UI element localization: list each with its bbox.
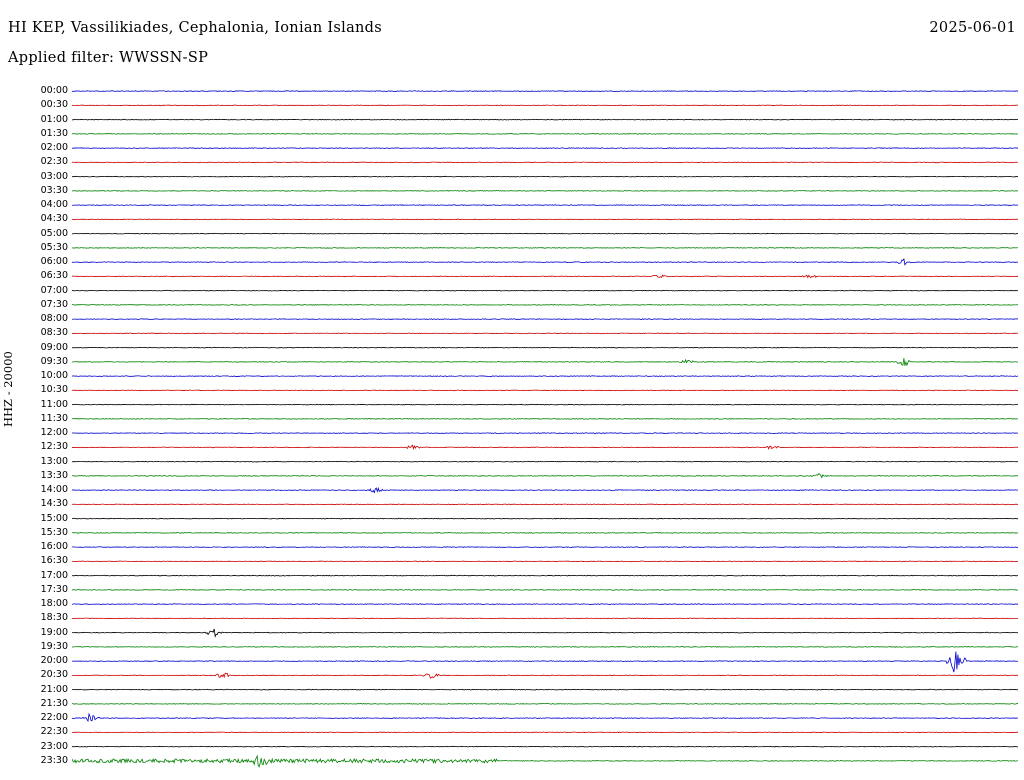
- seismic-trace: [72, 248, 1018, 249]
- time-tick-label: 03:30: [40, 184, 68, 196]
- seismic-trace: [72, 445, 1018, 449]
- seismic-trace: [72, 233, 1018, 234]
- time-tick-label: 05:00: [40, 227, 68, 239]
- seismic-trace: [72, 219, 1018, 220]
- time-tick-label: 16:30: [40, 555, 68, 567]
- time-tick-label: 01:00: [40, 113, 68, 125]
- seismic-trace: [72, 134, 1018, 135]
- seismic-trace: [72, 419, 1018, 420]
- time-tick-label: 13:00: [40, 455, 68, 467]
- seismic-trace: [72, 652, 1018, 673]
- seismic-trace: [72, 319, 1018, 320]
- seismic-trace: [72, 618, 1018, 619]
- time-tick-label: 07:30: [40, 298, 68, 310]
- time-tick-label: 14:00: [40, 484, 68, 496]
- time-tick-label: 23:00: [40, 740, 68, 752]
- time-axis-ticks: [0, 84, 72, 768]
- time-tick-label: 02:00: [40, 142, 68, 154]
- seismic-trace: [72, 333, 1018, 334]
- seismic-trace: [72, 714, 1018, 721]
- time-tick-label: 20:30: [40, 669, 68, 681]
- seismic-trace: [72, 518, 1018, 519]
- time-tick-label: 15:00: [40, 512, 68, 524]
- seismic-trace: [72, 105, 1018, 106]
- seismic-trace: [72, 148, 1018, 149]
- seismic-trace: [72, 461, 1018, 462]
- time-tick-label: 12:30: [40, 441, 68, 453]
- time-tick-label: 19:00: [40, 626, 68, 638]
- time-tick-label: 00:30: [40, 99, 68, 111]
- time-tick-label: 16:00: [40, 541, 68, 553]
- time-tick-label: 04:00: [40, 199, 68, 211]
- time-tick-label: 02:30: [40, 156, 68, 168]
- seismic-trace: [72, 162, 1018, 163]
- time-tick-label: 17:00: [40, 569, 68, 581]
- seismic-trace: [72, 732, 1018, 733]
- time-tick-label: 08:30: [40, 327, 68, 339]
- seismic-trace: [72, 275, 1018, 278]
- seismic-trace: [72, 647, 1018, 648]
- seismic-trace: [72, 305, 1018, 306]
- time-tick-label: 18:30: [40, 612, 68, 624]
- seismic-trace: [72, 575, 1018, 576]
- time-tick-label: 14:30: [40, 498, 68, 510]
- time-tick-label: 09:00: [40, 341, 68, 353]
- seismic-trace: [72, 604, 1018, 605]
- time-tick-label: 08:00: [40, 313, 68, 325]
- seismic-trace: [72, 590, 1018, 591]
- seismic-trace: [72, 433, 1018, 434]
- seismic-trace: [72, 205, 1018, 206]
- y-axis-label: HHZ - 20000: [1, 351, 15, 427]
- time-tick-label: 13:30: [40, 469, 68, 481]
- helicorder-plot: [72, 84, 1018, 768]
- seismic-trace: [72, 673, 1018, 678]
- time-tick-label: 10:30: [40, 384, 68, 396]
- time-tick-label: 22:00: [40, 712, 68, 724]
- time-tick-label: 23:30: [40, 754, 68, 766]
- seismic-trace: [72, 91, 1018, 92]
- seismic-trace: [72, 191, 1018, 192]
- seismic-trace: [72, 704, 1018, 705]
- time-tick-label: 09:30: [40, 355, 68, 367]
- seismic-trace: [72, 347, 1018, 348]
- seismic-trace: [72, 358, 1018, 366]
- seismic-trace: [72, 390, 1018, 391]
- time-tick-label: 22:30: [40, 726, 68, 738]
- time-tick-label: 01:30: [40, 127, 68, 139]
- seismic-trace: [72, 259, 1018, 265]
- time-tick-label: 20:00: [40, 655, 68, 667]
- seismic-trace: [72, 533, 1018, 534]
- seismic-trace: [72, 689, 1018, 690]
- time-tick-label: 17:30: [40, 583, 68, 595]
- seismic-trace: [72, 504, 1018, 505]
- seismic-trace: [72, 488, 1018, 493]
- time-tick-label: 05:30: [40, 241, 68, 253]
- time-tick-label: 00:00: [40, 85, 68, 97]
- seismic-trace: [72, 119, 1018, 120]
- seismic-trace: [72, 756, 1018, 767]
- applied-filter-label: Applied filter: WWSSN-SP: [8, 50, 209, 66]
- page-title: HI KEP, Vassilikiades, Cephalonia, Ionian Islands: [8, 20, 382, 36]
- seismic-trace: [72, 561, 1018, 562]
- seismic-trace: [72, 376, 1018, 377]
- time-tick-label: 06:30: [40, 270, 68, 282]
- time-tick-label: 21:00: [40, 683, 68, 695]
- time-tick-label: 11:00: [40, 398, 68, 410]
- seismic-trace: [72, 629, 1018, 636]
- seismic-trace: [72, 547, 1018, 548]
- seismic-trace: [72, 746, 1018, 747]
- time-tick-label: 03:00: [40, 170, 68, 182]
- time-tick-label: 21:30: [40, 697, 68, 709]
- time-tick-label: 10:00: [40, 370, 68, 382]
- time-tick-label: 19:30: [40, 640, 68, 652]
- seismic-trace: [72, 474, 1018, 478]
- seismic-trace: [72, 404, 1018, 405]
- time-tick-label: 12:00: [40, 427, 68, 439]
- time-tick-label: 07:00: [40, 284, 68, 296]
- seismic-trace: [72, 176, 1018, 177]
- time-tick-label: 04:30: [40, 213, 68, 225]
- record-date: 2025-06-01: [929, 20, 1016, 36]
- time-tick-label: 15:30: [40, 526, 68, 538]
- time-tick-label: 18:00: [40, 598, 68, 610]
- seismic-trace: [72, 290, 1018, 291]
- time-tick-label: 11:30: [40, 412, 68, 424]
- time-tick-label: 06:00: [40, 256, 68, 268]
